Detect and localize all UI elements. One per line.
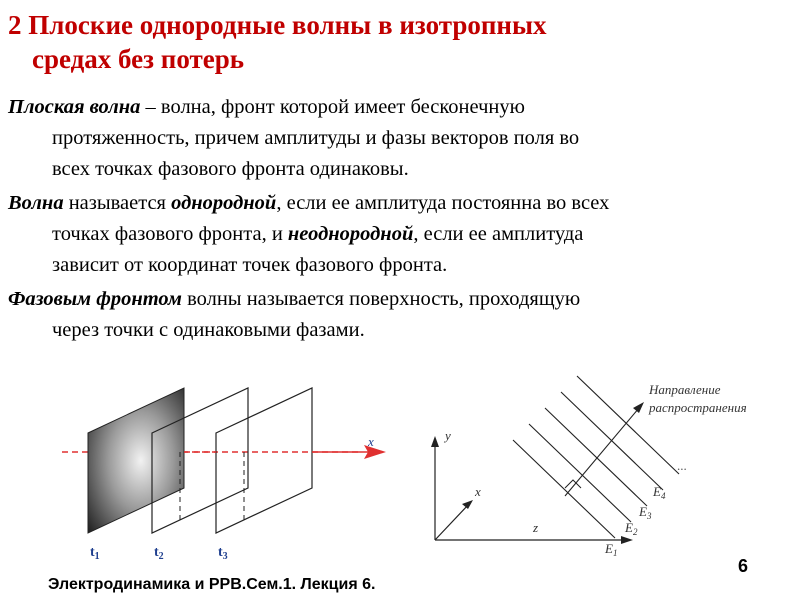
title-line-2: средах без потерь [32,44,245,74]
footer-course-title: Электродинамика и РРВ.Сем.1. Лекция 6. [48,576,376,593]
term-inhomogeneous: неоднородной [287,223,414,245]
label-E4: $E_4$ [653,484,666,501]
wavefront-line-4 [561,392,663,490]
direction-label-1: Направление [649,382,721,397]
p3-text-2: через точки с одинаковыми фазами. [52,319,365,341]
phase-front-plane-1 [88,388,184,533]
term-phase-front: Фазовым фронтом [8,288,182,310]
p2-text-3: точках фазового фронта, и [52,223,288,245]
label-E1: $E_1$ [605,541,618,558]
p1-text-3: всех точках фазового фронта одинаковы. [52,158,409,180]
definition-phase-front [8,284,798,346]
slide-title [8,8,788,76]
label-E3: $E_3$ [639,504,652,521]
term-plane-wave: Плоская волна [8,96,141,118]
p1-text-1: – волна, фронт которой имеет бесконечную [140,96,525,118]
p2-text-5: зависит от координат точек фазового фронта. [52,254,448,276]
axis-label-y: y [445,428,451,443]
definition-plane-wave [8,92,798,185]
p2-text-1: называется [63,192,172,214]
term-homogeneous: однородной [171,192,277,214]
label-t2: $t_2$ [154,545,164,562]
label-t1: $t_1$ [90,545,100,562]
axis-label-x: x [475,484,481,499]
p2-line-2 [8,219,798,250]
axis-label-z: z [533,520,539,535]
axis-x [435,504,469,540]
p2-text-2: , если ее амплитуда постоянна во всех [276,192,610,214]
p1-text-2: протяженность, причем амплитуды и фазы векторов поля во [52,127,580,149]
phase-front-plane-3 [216,388,312,533]
page-number: 6 [738,556,749,576]
term-wave: Волна [8,192,64,214]
wavefront-line-3 [545,408,647,506]
direction-label-2: распространения [649,400,747,415]
wavefront-line-2 [529,424,631,522]
plane-wave-figure [60,378,400,568]
axis-label-x: x [368,434,374,449]
title-line-1: 2 Плоские однородные волны в изотропных [8,10,547,40]
wavefront-coordinate-figure [425,370,795,565]
label-t3: $t_3$ [218,545,228,562]
p3-text-1: волны называется поверхность, проходящую [181,288,581,310]
label-E2: $E_2$ [625,520,638,537]
p2-text-4: , если ее амплитуда [413,223,584,245]
ellipsis: ... [677,458,687,473]
definition-homogeneous [8,188,798,281]
